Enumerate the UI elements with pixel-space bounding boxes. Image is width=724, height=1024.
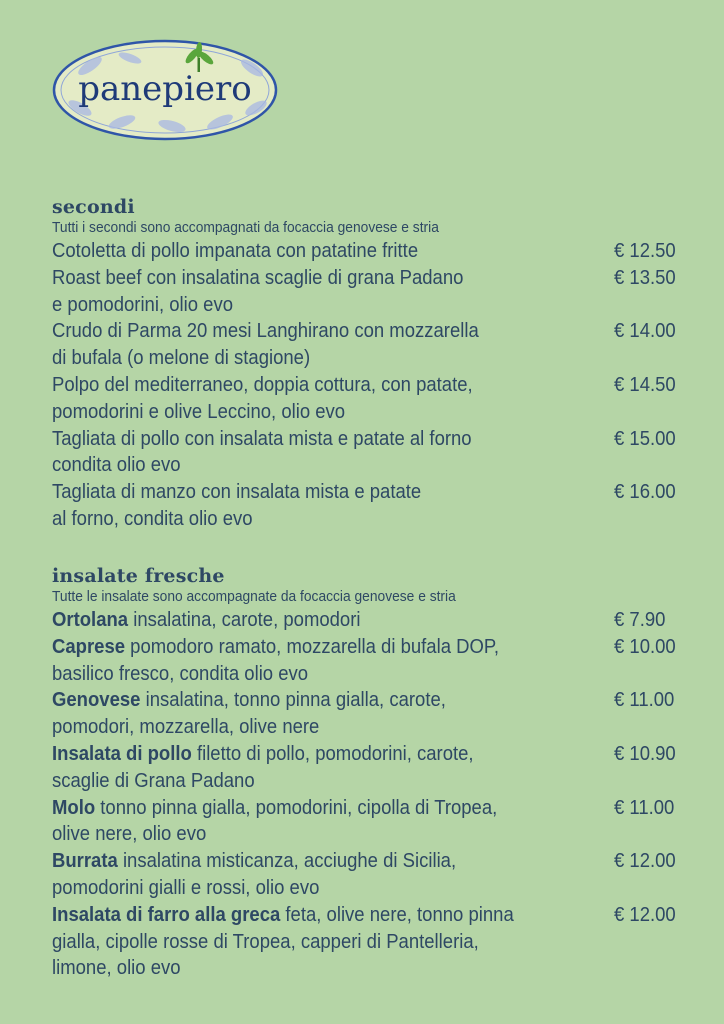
item-first-line (52, 795, 552, 822)
item-text: Cotoletta di pollo impanata con patatine fritte (52, 240, 419, 262)
item-description (52, 634, 592, 688)
item-text: pomodoro ramato, mozzarella di bufala DOP, (125, 635, 499, 658)
item-description (52, 848, 592, 902)
item-name: Insalata di farro alla greca (52, 903, 281, 926)
menu-list-secondi (52, 238, 692, 533)
item-description (52, 265, 592, 319)
item-description (52, 795, 592, 849)
item-description (52, 687, 592, 741)
section-insalate (52, 565, 692, 982)
item-price: € 7.90 (614, 609, 666, 631)
item-price: € 10.90 (614, 742, 676, 765)
item-first-line (52, 848, 552, 875)
item-text: gialla, cipolle rosse di Tropea, capperi di Pantelleria, (52, 930, 479, 953)
brand-logo (52, 38, 278, 142)
item-text: olive nere, olio evo (52, 823, 207, 846)
menu-item (52, 265, 692, 319)
item-first-line (52, 741, 552, 768)
item-text: Roast beef con insalatina scaglie di grana Padano (52, 266, 464, 289)
menu-item (52, 848, 692, 902)
item-description (52, 372, 592, 426)
menu-item (52, 902, 692, 982)
item-text: Tagliata di manzo con insalata mista e patate (52, 481, 422, 504)
item-text: Polpo del mediterraneo, doppia cottura, con patate, (52, 373, 473, 396)
item-text: insalatina misticanza, acciughe di Sicilia, (117, 850, 457, 873)
menu-item (52, 795, 692, 849)
item-description (52, 426, 592, 480)
item-first-line (52, 902, 552, 929)
item-name: Ortolana (52, 609, 129, 631)
item-description (52, 902, 592, 982)
item-first-line (52, 687, 552, 714)
item-price: € 15.00 (614, 427, 676, 450)
item-text: di bufala (o melone di stagione) (52, 347, 311, 370)
menu-item (52, 238, 692, 265)
item-price: € 14.50 (614, 373, 676, 396)
item-name: Molo (52, 796, 96, 819)
item-text: Tagliata di pollo con insalata mista e patate al forno (52, 427, 472, 450)
item-text: insalatina, tonno pinna gialla, carote, (140, 689, 446, 712)
item-text: pomodorini e olive Leccino, olio evo (52, 400, 346, 423)
section-title: insalate fresche (52, 565, 225, 587)
section-title: secondi (52, 196, 135, 218)
item-first-line (52, 607, 552, 634)
menu-item (52, 479, 692, 533)
menu-item (52, 426, 692, 480)
item-text: pomodorini gialli e rossi, olio evo (52, 876, 320, 899)
item-text: feta, olive nere, tonno pinna (280, 903, 514, 926)
brand-name: panepiero (78, 69, 252, 109)
section-note: Tutte le insalate sono accompagnate da focaccia genovese e stria (52, 588, 456, 605)
item-description (52, 607, 592, 634)
item-price: € 11.00 (614, 796, 675, 819)
item-text: tonno pinna gialla, pomodorini, cipolla di Tropea, (95, 796, 498, 819)
item-text: limone, olio evo (52, 957, 181, 980)
menu-item (52, 687, 692, 741)
menu-item (52, 741, 692, 795)
item-text: al forno, condita olio evo (52, 507, 253, 530)
item-price: € 10.00 (614, 635, 676, 658)
item-name: Insalata di pollo (52, 742, 192, 765)
item-text: basilico fresco, condita olio evo (52, 662, 309, 685)
section-secondi (52, 196, 692, 533)
item-text: pomodori, mozzarella, olive nere (52, 716, 320, 739)
item-name: Genovese (52, 689, 141, 712)
item-price: € 14.00 (614, 320, 676, 343)
item-name: Burrata (52, 850, 118, 873)
item-description (52, 318, 592, 372)
item-first-line (52, 634, 552, 661)
item-price: € 11.00 (614, 689, 675, 712)
item-price: € 16.00 (614, 481, 676, 504)
item-price: € 12.50 (614, 240, 676, 262)
item-price: € 12.00 (614, 850, 676, 873)
menu-item (52, 372, 692, 426)
item-text: insalatina, carote, pomodori (128, 609, 361, 631)
item-description (52, 479, 592, 533)
item-price: € 13.50 (614, 266, 676, 289)
menu-item (52, 318, 692, 372)
item-name: Caprese (52, 635, 126, 658)
menu-list-insalate (52, 607, 692, 982)
item-description (52, 741, 592, 795)
menu-item (52, 607, 692, 634)
item-description (52, 238, 592, 265)
item-text: filetto di pollo, pomodorini, carote, (191, 742, 474, 765)
menu-item (52, 634, 692, 688)
item-text: scaglie di Grana Padano (52, 769, 255, 792)
item-price: € 12.00 (614, 903, 676, 926)
item-text: Crudo di Parma 20 mesi Langhirano con mozzarella (52, 320, 479, 343)
section-note: Tutti i secondi sono accompagnati da focaccia genovese e stria (52, 219, 439, 236)
item-text: condita olio evo (52, 454, 181, 477)
item-text: e pomodorini, olio evo (52, 293, 234, 316)
